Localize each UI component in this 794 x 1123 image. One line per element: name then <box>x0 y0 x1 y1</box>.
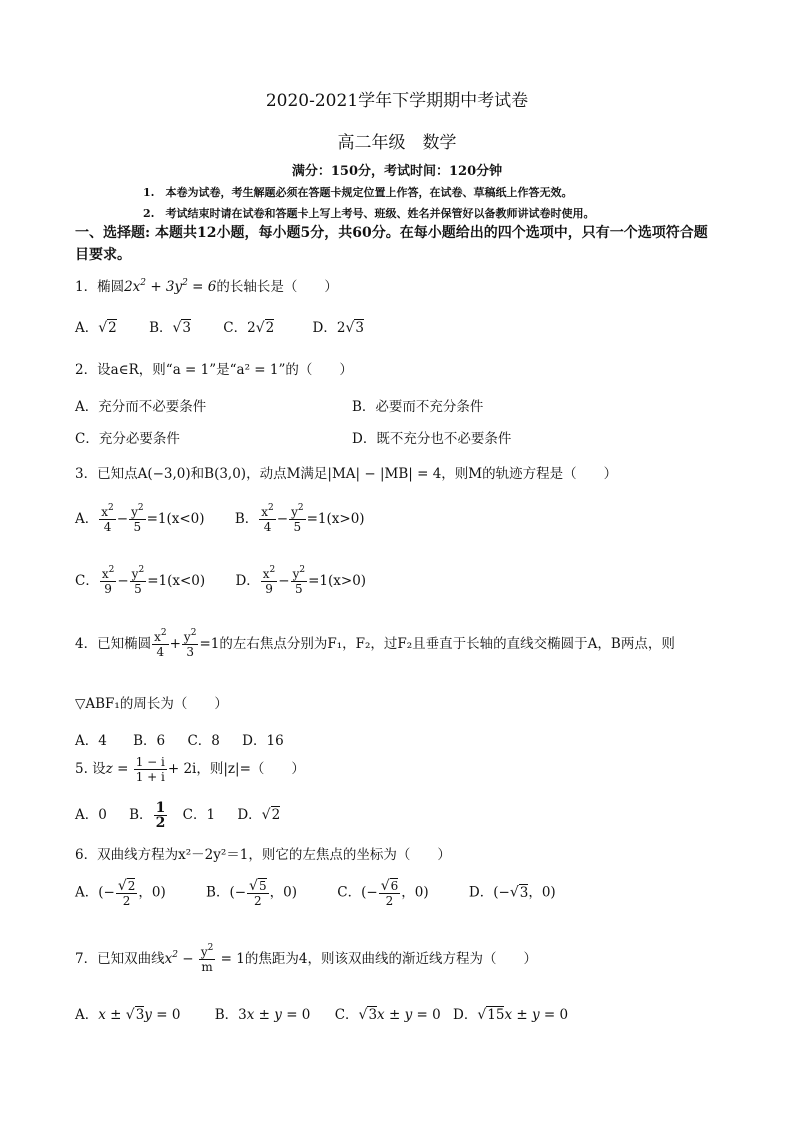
question-4-pre: 4．已知椭圆 <box>75 636 152 652</box>
question-5-pre: 5. 设 <box>75 761 106 777</box>
question-7: 7．已知双曲线$x^2$ − $\frac{y^2}{m}$ = 1的焦距为4，则该双曲线的渐近线方程为（ ） <box>75 943 537 974</box>
question-2-option-c: C．充分必要条件 <box>75 431 180 447</box>
exam-info: 满分：150分，考试时间：120分钟 <box>291 164 503 179</box>
question-6: 6．双曲线方程为x²－2y²＝1，则它的左焦点的坐标为（ ） <box>75 847 451 863</box>
question-7-pre: 7．已知双曲线 <box>75 951 165 967</box>
question-4-options <box>75 729 284 749</box>
question-2-option-b: B．必要而不充分条件 <box>352 399 484 415</box>
question-2: 2．设a∈R，则“a = 1”是“a² = 1”的（ ） <box>75 362 353 378</box>
exam-note-2: 2. 考试结束时请在试卷和答题卡上写上考号、班级、姓名并保管好以备教师讲试卷时使用。 <box>143 207 595 220</box>
question-4-post: 的左右焦点分别为F₁，F₂，过F₂且垂直于长轴的直线交椭圆于A，B两点，则 <box>219 636 675 652</box>
question-1-post: 的长轴长是（ ） <box>216 279 338 295</box>
question-1-pre: 1．椭圆 <box>75 279 125 295</box>
section-heading-line1: 一、选择题: 本题共12小题，每小题5分，共60分。在每小题给出的四个选项中，只有一个选项符合题 <box>75 225 708 241</box>
question-4: 4．已知椭圆 $\frac{x^2}{4}$ + $\frac{y^2}{3}$ =1的左右焦点分别为F₁，F₂，过F₂且垂直于长轴的直线交椭圆于A，B两点，则 <box>75 628 675 659</box>
question-5-option-d: D． <box>237 807 262 823</box>
question-2-option-d: D．既不充分也不必要条件 <box>352 431 512 447</box>
question-3: 3．已知点A(−3,0)和B(3,0)，动点M满足|MA| − |MB| = 4，则M的轨迹方程是（ ） <box>75 466 618 482</box>
question-2-option-a: A．充分而不必要条件 <box>75 399 207 415</box>
exam-title: 2020-2021学年下学期期中考试卷 <box>265 91 529 111</box>
question-4-option-d: D．16 <box>242 733 284 749</box>
exam-subtitle: 高二年级 数学 <box>337 133 457 153</box>
question-7-options: A．x ± √3y = 0 B．3x ± y = 0 C．√3x ± y = 0 D．√15x ± y = 0 <box>75 1007 569 1023</box>
question-5: 5. 设z = $\frac{1 - i}{1 + i}$ + 2i，则|z|=（ ） <box>75 755 305 784</box>
question-4-option-c: C．8 <box>187 733 220 749</box>
question-4-line2: ▽ABF₁的周长为（ ） <box>75 696 228 712</box>
question-3-options-ab: A． $\frac{x^2}{4}$ − $\frac{y^2}{5}$ =1(x<0) B． $\frac{x^2}{4}$ − $\frac{y^2}{5}$ =1(x>0) <box>75 503 365 534</box>
question-5-option-a: A．0 <box>75 807 107 823</box>
question-5-option-b: B． <box>129 807 153 823</box>
question-4-option-a: A．4 <box>75 733 107 749</box>
exam-note-1: 1. 本卷为试卷，考生解题必须在答题卡规定位置上作答，在试卷、草稿纸上作答无效。 <box>143 186 573 199</box>
question-5-options: A．0 B． $\frac{1}{2}$ C．1 D．√2 <box>75 800 281 831</box>
question-4-option-b: B．6 <box>133 733 166 749</box>
section-heading-line2: 目要求。 <box>75 247 131 263</box>
question-1: 1．椭圆$2x^2 + 3y^2 = 6$的长轴长是（ ） <box>75 278 338 295</box>
question-3-options-cd: C． $\frac{x^2}{9}$ − $\frac{y^2}{5}$ =1(x<0) D． $\frac{x^2}{9}$ − $\frac{y^2}{5}$ =1(x>0) <box>75 565 367 596</box>
question-1-options: A．√2 B．√3 C．2√2 D．2√3 <box>75 320 364 336</box>
question-7-post: 的焦距为4，则该双曲线的渐近线方程为（ ） <box>244 951 537 967</box>
question-6-options: A．(− $\frac{√2}{2}$ ，0) B．(− $\frac{√5}{2}$ ，0) C．(− $\frac{√6}{2}$ ，0) D．(−√3，0) <box>75 878 556 908</box>
question-5-option-c: C．1 <box>182 807 216 823</box>
question-5-post: ，则|z|=（ ） <box>196 761 305 777</box>
